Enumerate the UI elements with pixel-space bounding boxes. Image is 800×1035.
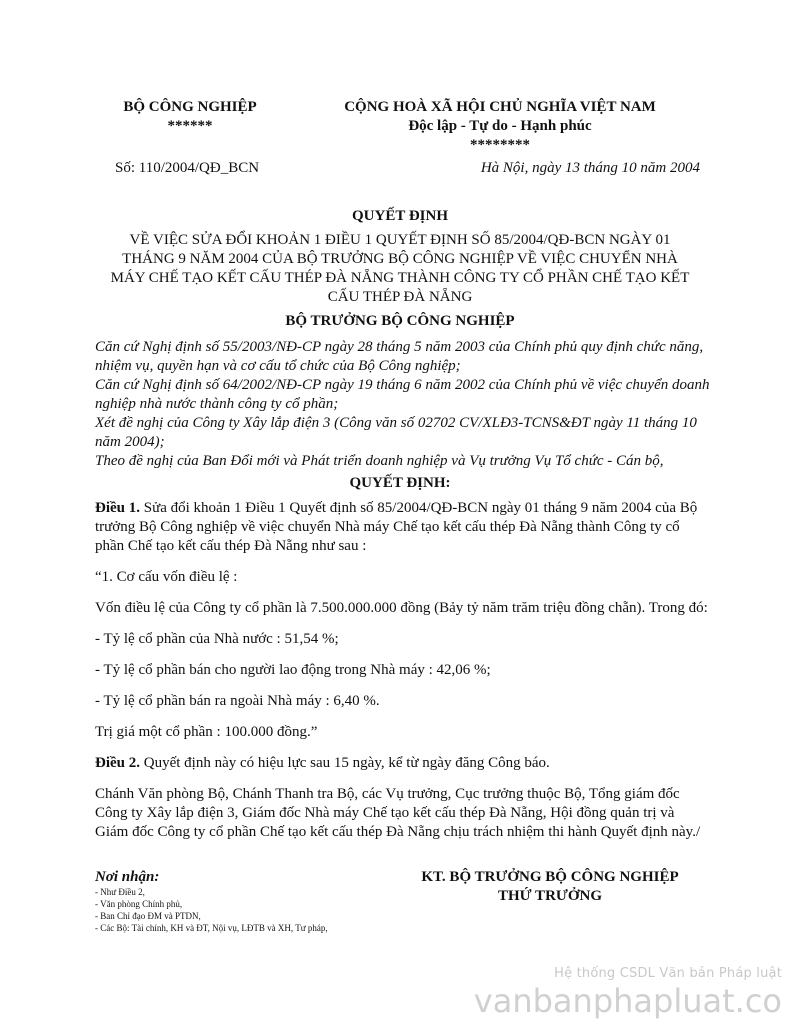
- article-1-label: Điều 1.: [95, 500, 140, 516]
- watermark-caption: Hệ thống CSDL Văn bản Pháp luật: [554, 966, 782, 981]
- list-item: - Ban Chỉ đạo ĐM và PTDN,: [95, 911, 201, 921]
- signature-block: [400, 868, 700, 906]
- list-item: - Các Bộ: Tài chính, KH và ĐT, Nội vụ, LĐTB và XH, Tư pháp,: [95, 923, 328, 933]
- capital-heading: “1. Cơ cấu vốn điều lệ :: [95, 569, 238, 585]
- article-1-text: Sửa đổi khoản 1 Điều 1 Quyết định số 85/2004/QĐ-BCN ngày 01 tháng 9 năm 2004 của Bộ trưởng Bộ Công nghiệp về việc chuyển Nhà máy Chế tạo kết cấu thép Đà Nẵng thành Công ty cổ phần Chế tạo kết cấu thép Đà Nẵng như sau :: [95, 500, 698, 554]
- ministry-stars: ******: [167, 118, 213, 134]
- list-item: - Như Điều 2,: [95, 887, 145, 897]
- list-item: - Văn phòng Chính phủ,: [95, 899, 183, 909]
- state-share: - Tỷ lệ cổ phần của Nhà nước : 51,54 %;: [95, 631, 339, 647]
- article-2: [95, 754, 710, 773]
- preamble: [95, 338, 710, 471]
- article-2-label: Điều 2.: [95, 755, 140, 771]
- responsibility-clause: Chánh Văn phòng Bộ, Chánh Thanh tra Bộ, các Vụ trưởng, Cục trưởng thuộc Bộ, Tổng giám đốc Công ty Xây lắp điện 3, Giám đốc Nhà máy Chế tạo kết cấu thép Đà Nẵng, Hội đồng quản trị và Giám đốc Công ty cổ phần Chế tạo kết cấu thép Đà Nẵng chịu trách nhiệm thi hành Quyết định này./: [95, 786, 701, 840]
- recipients-block: [95, 868, 395, 934]
- preamble-item: Xét đề nghị của Công ty Xây lắp điện 3 (Công văn số 02702 CV/XLĐ3-TCNS&ĐT ngày 11 tháng 10 năm 2004);: [95, 415, 697, 450]
- article-2-text: Quyết định này có hiệu lực sau 15 ngày, kể từ ngày đăng Công báo.: [140, 755, 550, 771]
- charter-capital: Vốn điều lệ của Công ty cổ phần là 7.500.000.000 đồng (Bảy tỷ năm trăm triệu đồng chẵn). Trong đó:: [95, 600, 708, 616]
- decision-body: [95, 499, 710, 854]
- preamble-item: Theo đề nghị của Ban Đổi mới và Phát triển doanh nghiệp và Vụ trưởng Vụ Tổ chức - Cán bộ,: [95, 453, 664, 469]
- motto-stars: ********: [470, 137, 530, 153]
- employee-share: - Tỷ lệ cổ phần bán cho người lao động trong Nhà máy : 42,06 %;: [95, 662, 491, 678]
- place-date: Hà Nội, ngày 13 tháng 10 năm 2004: [480, 160, 700, 176]
- ministry-name: BỘ CÔNG NGHIỆP: [123, 99, 257, 115]
- decision-heading: QUYẾT ĐỊNH:: [349, 475, 451, 491]
- decision-title: QUYẾT ĐỊNH: [352, 208, 448, 224]
- country-name: CỘNG HOÀ XÃ HỘI CHỦ NGHĨA VIỆT NAM: [344, 99, 656, 115]
- recipients-label: Nơi nhận:: [95, 869, 160, 885]
- par-value: Trị giá một cổ phần : 100.000 đồng.”: [95, 724, 318, 740]
- outside-share: - Tỷ lệ cổ phần bán ra ngoài Nhà máy : 6,40 %.: [95, 693, 380, 709]
- article-1: [95, 499, 710, 556]
- recipients-list: [95, 886, 395, 934]
- site-watermark: [474, 966, 782, 1019]
- decision-subject: VỀ VIỆC SỬA ĐỔI KHOẢN 1 ĐIỀU 1 QUYẾT ĐỊNH SỐ 85/2004/QĐ-BCN NGÀY 01 THÁNG 9 NĂM 2004 CỦA BỘ TRƯỞNG BỘ CÔNG NGHIỆP VỀ VIỆC CHUYỂN NHÀ MÁY CHẾ TẠO KẾT CẤU THÉP ĐÀ NẴNG THÀNH CÔNG TY CỔ PHẦN CHẾ TẠO KẾT CẤU THÉP ĐÀ NẴNG: [110, 232, 690, 305]
- national-motto: Độc lập - Tự do - Hạnh phúc: [408, 118, 592, 134]
- signature-position: THỨ TRƯỞNG: [497, 888, 603, 904]
- document-number: Số: 110/2004/QĐ_BCN: [115, 160, 260, 176]
- national-title-block: [315, 98, 685, 155]
- issuing-authority: BỘ TRƯỞNG BỘ CÔNG NGHIỆP: [285, 313, 515, 329]
- preamble-item: Căn cứ Nghị định số 64/2002/NĐ-CP ngày 19 tháng 6 năm 2002 của Chính phủ về việc chuyển doanh nghiệp nhà nước thành công ty cổ phần;: [95, 377, 710, 412]
- signature-title: KT. BỘ TRƯỞNG BỘ CÔNG NGHIỆP: [421, 869, 679, 885]
- issuing-authority-block: [95, 98, 285, 136]
- preamble-item: Căn cứ Nghị định số 55/2003/NĐ-CP ngày 28 tháng 5 năm 2003 của Chính phủ quy định chức năng, nhiệm vụ, quyền hạn và cơ cấu tổ chức của Bộ Công nghiệp;: [95, 339, 704, 374]
- watermark-domain: vanbanphapluat.co: [473, 982, 782, 1020]
